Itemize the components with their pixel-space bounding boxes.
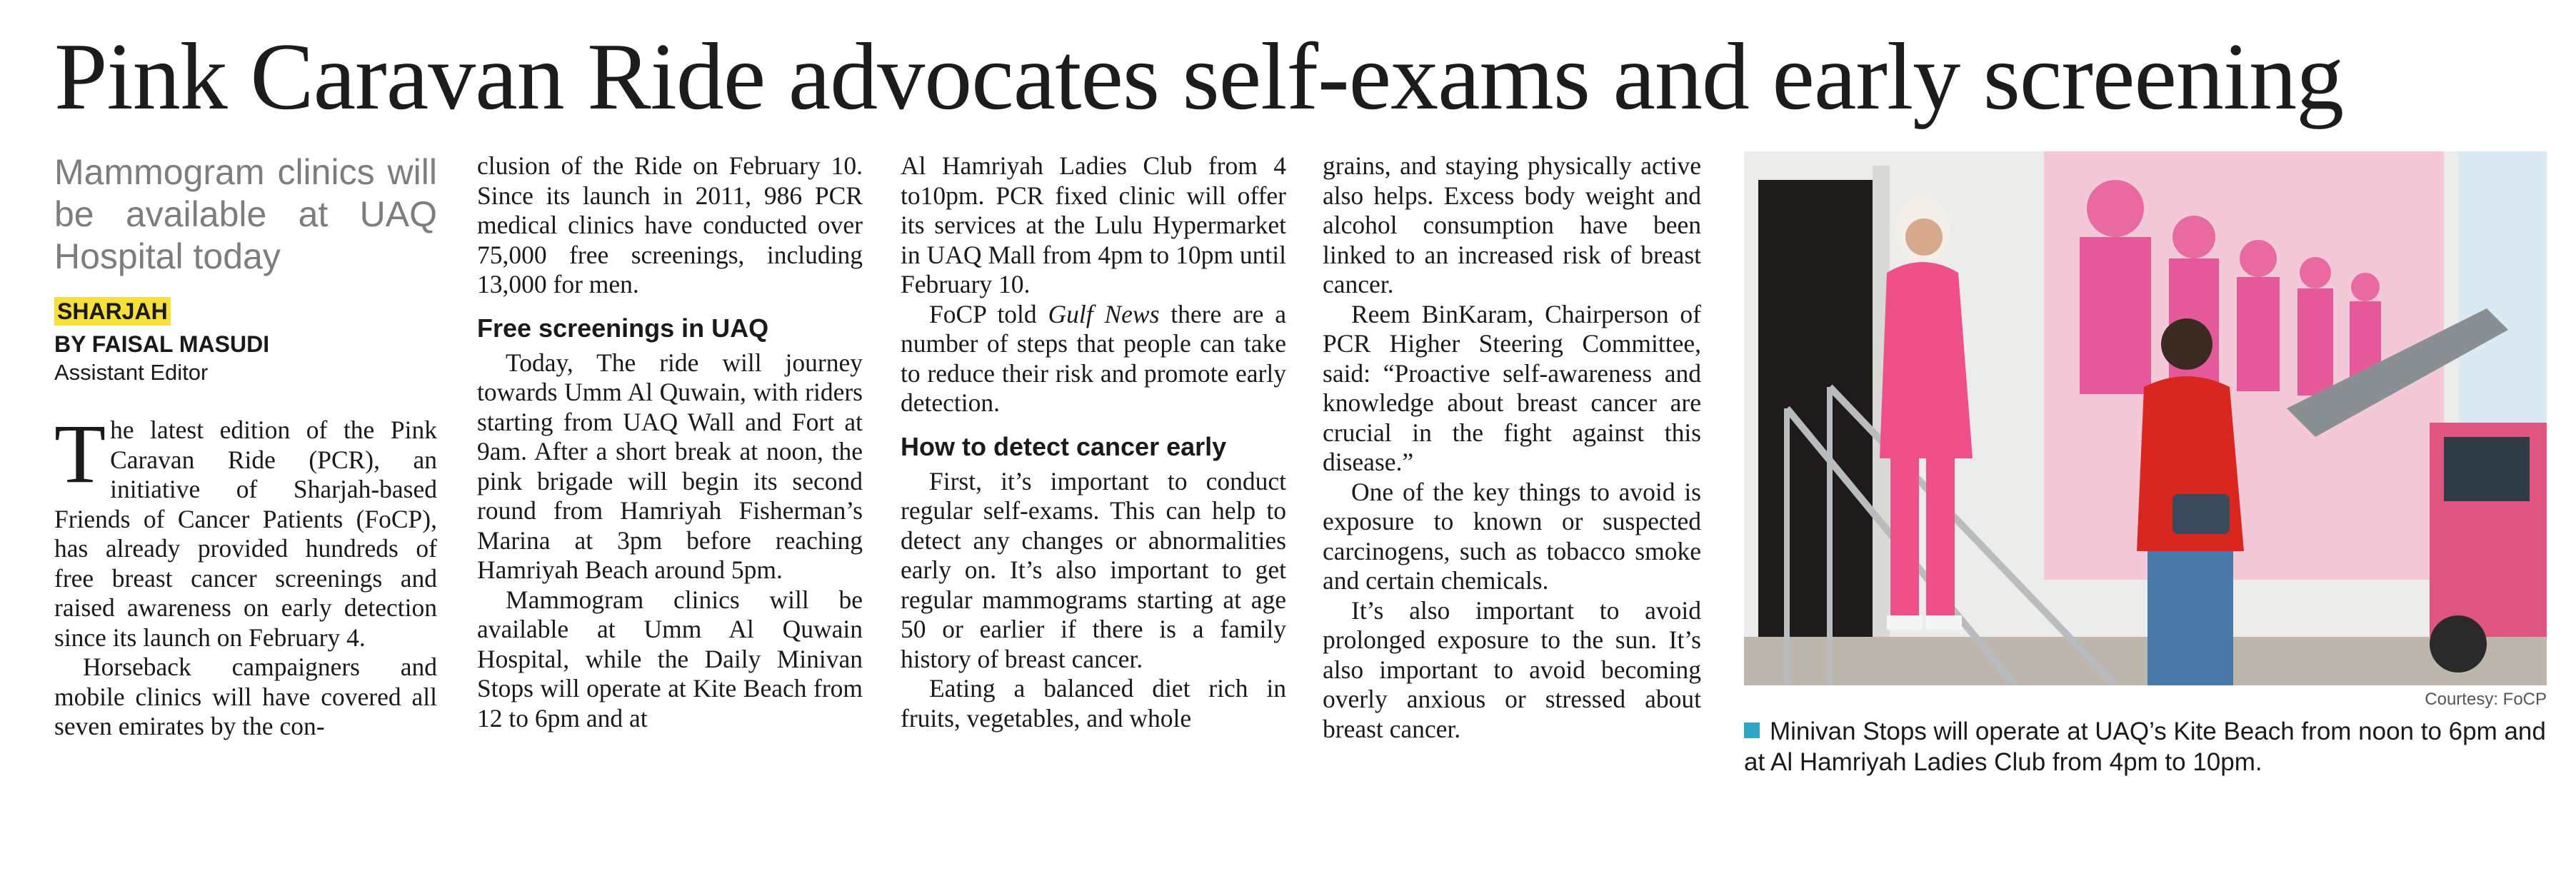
photo-caption: Minivan Stops will operate at UAQ’s Kite Beach from noon to 6pm and at Al Hamriyah Ladies Club from 4pm to 10pm. — [1744, 718, 2546, 776]
author-role: Assistant Editor — [54, 360, 209, 385]
caravan-photo-illustration — [1744, 151, 2547, 685]
publication-name: Gulf News — [1048, 299, 1160, 328]
paragraph: clusion of the Ride on February 10. Since its launch in 2011, 986 PCR medical clinics have conducted over 75,000 free screenings, including 13,000 for men. — [477, 151, 863, 298]
paragraph: FoCP told Gulf News there are a number of steps that people can take to reduce their risk and promote early detection. — [901, 299, 1287, 417]
article-photo — [1744, 151, 2547, 685]
paragraph: Today, The ride will journey towards Umm Al Quwain, with riders starting from UAQ Wall and Fort at 9am. After a short break at noon, the pink brigade will begin its second round from Hamriyah Fisherman’s Marina at 3pm before reaching Hamriyah Beach around 5pm. — [477, 348, 863, 584]
deck: Mammogram clinics will be available at UAQ Hospital today — [54, 152, 437, 276]
paragraph: Reem BinKaram, Chairperson of PCR Higher Steering Committee, said: “Proactive self-awareness and knowledge about breast cancer are crucial in the fight against this disease.” — [1323, 299, 1701, 476]
paragraph: grains, and staying physically active also helps. Excess body weight and alcohol consumption have been linked to an increased risk of breast cancer. — [1323, 151, 1701, 298]
paragraph: First, it’s important to conduct regular self-exams. This can help to detect any changes or abnormalities early on. It’s also important to get regular mammograms starting at age 50 or earlier if there is a family history of breast cancer. — [901, 466, 1286, 673]
headline: Pink Caravan Ride advocates self-exams and early screening — [54, 24, 2344, 129]
paragraph: Eating a balanced diet rich in fruits, vegetables, and whole — [901, 674, 1286, 732]
paragraph: The latest edition of the Pink Caravan Ride (PCR), an initiative of Sharjah-based Friends of Cancer Patients (FoCP), has already provided hundreds of free breast cancer screenings and raised awareness on early detection since its launch on February 4. — [54, 407, 437, 652]
paragraph: Mammogram clinics will be available at Umm Al Quwain Hospital, while the Daily Minivan Stops will operate at Kite Beach from 12 to 6pm and at — [477, 585, 863, 732]
dateline: SHARJAH — [54, 297, 171, 326]
subhead: Free screenings in UAQ — [477, 313, 769, 343]
column-3 — [901, 151, 1286, 733]
column-1 — [54, 151, 437, 742]
byline: BY FAISAL MASUDI — [54, 331, 270, 357]
photo-credit: Courtesy: FoCP — [2425, 690, 2547, 709]
paragraph: It’s also important to avoid prolonged exposure to the sun. It’s also important to avoid becoming overly anxious or stressed about breast cancer. — [1323, 595, 1701, 743]
column-4 — [1323, 151, 1701, 744]
caption-square-icon — [1744, 723, 1760, 738]
paragraph: Horseback campaigners and mobile clinics will have covered all seven emirates by the con- — [54, 653, 437, 740]
drop-cap: T — [54, 407, 106, 500]
subhead: How to detect cancer early — [901, 431, 1227, 461]
paragraph: Al Hamriyah Ladies Club from 4 to10pm. PCR fixed clinic will offer its services at the Lulu Hypermarket in UAQ Mall from 4pm to 10pm until February 10. — [901, 151, 1286, 298]
column-2 — [477, 151, 863, 733]
paragraph: One of the key things to avoid is exposure to known or suspected carcinogens, such as tobacco smoke and certain chemicals. — [1323, 477, 1701, 595]
